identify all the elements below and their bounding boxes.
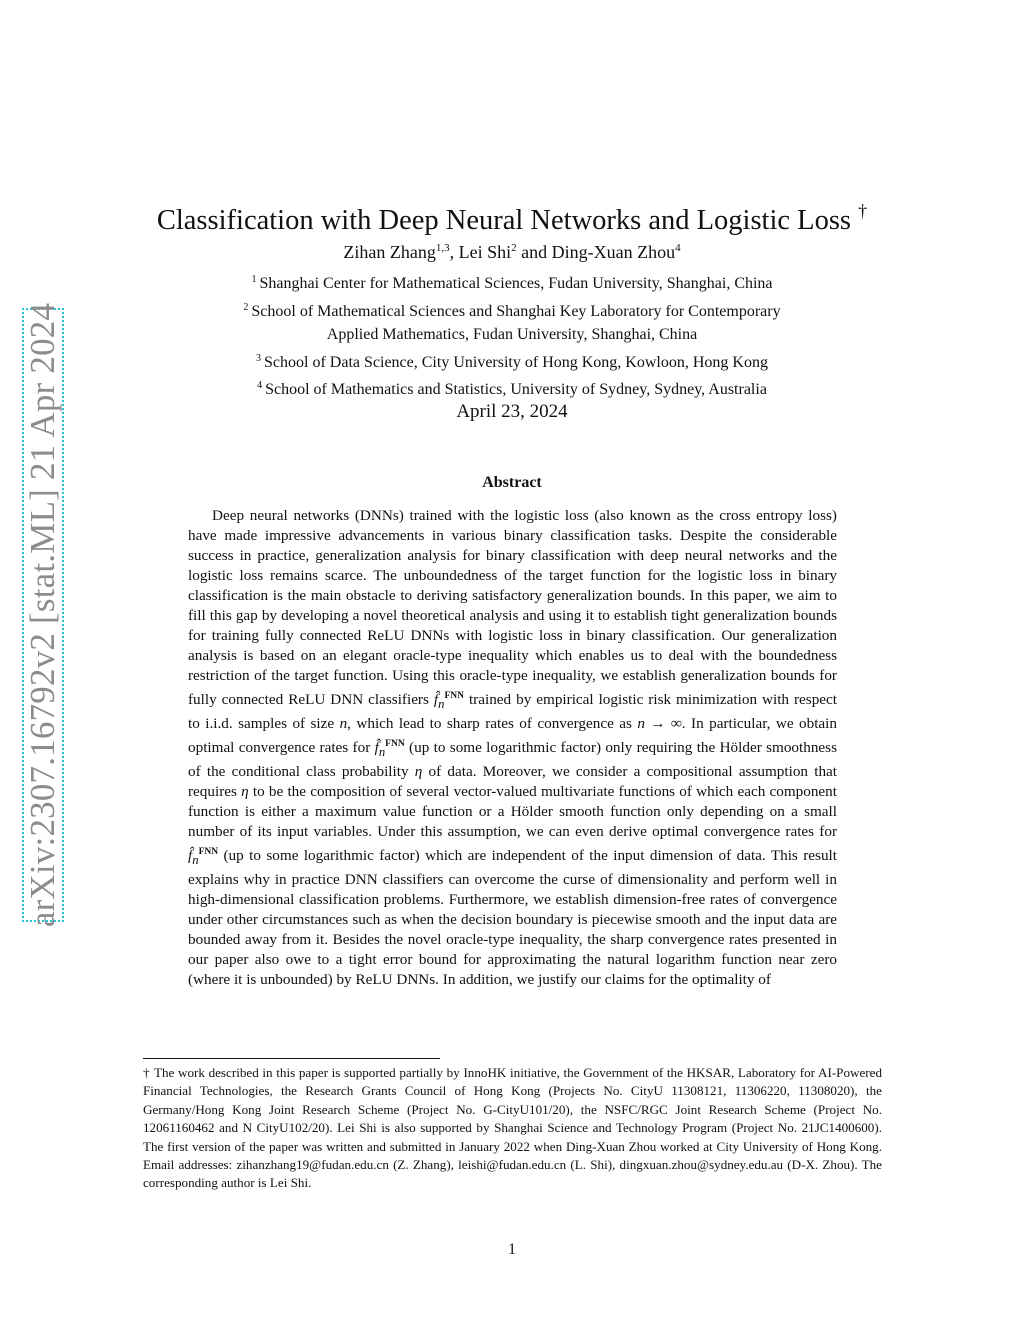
paper-title (100, 201, 924, 237)
footnote-rule (143, 1058, 440, 1059)
author-name: Ding-Xuan Zhou (551, 242, 676, 262)
affiliation (100, 374, 924, 402)
affiliation (100, 347, 924, 375)
subscript-n: n (378, 745, 386, 760)
math-f-hat (188, 847, 219, 868)
author-affil-ref: 4 (675, 242, 681, 254)
author-name: Lei Shi (458, 242, 512, 262)
author-affil-ref: 2 (511, 242, 517, 254)
superscript-fnn: FNN (198, 847, 219, 858)
author-separator: , (449, 242, 459, 262)
math-n-to-infinity: n → ∞ (637, 715, 682, 733)
affiliation-number: 2 (243, 301, 249, 313)
affiliation-text: School of Data Science, City University of Hong Kong, Kowloon, Hong Kong (264, 353, 768, 371)
superscript-fnn: FNN (385, 739, 405, 750)
abstract-text: of data. Moreover, we consider a compositional assumption that requires (188, 763, 837, 801)
page-number: 1 (508, 1241, 516, 1258)
arxiv-stamp (22, 302, 64, 928)
math-n: n (339, 715, 348, 733)
author-affil-ref: 1,3 (435, 242, 450, 254)
footnote (143, 1064, 882, 1193)
f-hat-symbol: f̂ (374, 739, 379, 757)
affiliation-continued: Applied Mathematics, Fudan University, Shanghai, China (326, 326, 698, 344)
subscript-n: n (438, 697, 445, 712)
math-eta: η (241, 783, 249, 801)
affiliation-number: 3 (256, 352, 262, 364)
math-f-hat (433, 691, 464, 712)
f-hat-symbol: f̂ (188, 847, 193, 865)
affiliation-list (100, 268, 924, 402)
superscript-fnn: FNN (444, 691, 464, 701)
footnote-text: The work described in this paper is supported partially by InnoHK initiative, the Government of the HKSAR, Laboratory for AI-Powered Financial Technologies, the Research Grants Council of Hong Kong (Projects No. CityU 11308121, 11306220, 11308020), the Germany/Hong Kong Joint Research Scheme (Project No. G-CityU101/20), the NSFC/RGC Joint Research Scheme (Project No. 12061160462 and N CityU102/20). Lei Shi is also supported by Shanghai Science and Technology Program (Project No. 21JC1400600). The first version of the paper was written and submitted in January 2022 when Ding-Xuan Zhou worked at City University of Hong Kong. Email addresses: zihanzhang19@fudan.edu.cn (Z. Zhang), leishi@fudan.edu.cn (L. Shi), dingxuan.zhou@sydney.edu.au (D-X. Zhou). The corresponding author is Lei Shi. (143, 1065, 882, 1191)
title-footnote-mark: † (858, 201, 868, 222)
affiliation (100, 268, 924, 296)
abstract-text: to be the composition of several vector-valued multivariate functions of which each component function is either a maximum value function or a Hölder smooth function only depending on a small number of its input variables. Under this assumption, we can even derive optimal convergence rates for (188, 783, 837, 841)
abstract-body (188, 506, 837, 990)
affiliation-number: 4 (257, 380, 263, 392)
affiliation-text: School of Mathematical Sciences and Shanghai Key Laboratory for Contemporary (251, 302, 781, 320)
f-hat-symbol: f̂ (433, 691, 439, 708)
title-text: Classification with Deep Neural Networks and Logistic Loss (156, 205, 852, 237)
abstract-text: Deep neural networks (DNNs) trained with the logistic loss (also known as the cross entropy loss) have made impressive advancements in various binary classification tasks. Despite the considerable success in practice, generalization analysis for binary classification with deep neural networks and the logistic loss remains scarce. The unboundedness of the target function for the logistic loss in binary classification is the main obstacle to deriving satisfactory generalization bounds. In this paper, we aim to fill this gap by developing a novel theoretical analysis and using it to establish tight generalization bounds for training fully connected ReLU DNNs with logistic loss in binary classification. Our generalization analysis is based on an elegant oracle-type inequality which enables us to deal with the boundedness restriction of the target function. Using this oracle-type inequality, we establish generalization bounds for fully connected ReLU DNN classifiers (188, 507, 837, 708)
affiliation-number: 1 (251, 274, 257, 285)
math-f-hat (374, 739, 405, 760)
author-and: and (516, 242, 552, 262)
arxiv-id: arXiv:2307.16792v2 [stat.ML] 21 Apr 2024 (23, 302, 62, 928)
footnote-mark: † (143, 1065, 150, 1080)
author-list (100, 242, 924, 263)
subscript-n: n (192, 853, 199, 868)
abstract-text: . In particular, we obtain optimal convergence rates for (188, 715, 837, 757)
abstract-heading: Abstract (482, 474, 542, 491)
affiliation (100, 296, 924, 324)
author-name: Zihan Zhang (343, 242, 436, 262)
abstract-text: , which lead to sharp rates of convergence as (347, 715, 638, 733)
affiliation-text: School of Mathematics and Statistics, University of Sydney, Sydney, Australia (265, 381, 767, 399)
math-eta: η (414, 763, 423, 781)
abstract-text: trained by empirical logistic risk minimization with respect to i.i.d. samples of size (188, 691, 837, 733)
affiliation-text: Shanghai Center for Mathematical Sciences, Fudan University, Shanghai, China (259, 275, 773, 292)
abstract-text: (up to some logarithmic factor) which are independent of the input dimension of data. This result explains why in practice DNN classifiers can overcome the curse of dimensionality and perform well in high-dimensional classification problems. Furthermore, we establish dimension-free rates of convergence under other circumstances such as when the decision boundary is piecewise smooth and the input data are bounded away from it. Besides the novel oracle-type inequality, the sharp convergence rates presented in our paper also owe to a tight error bound for approximating the natural logarithm function near zero (where it is unbounded) by ReLU DNNs. In addition, we justify our claims for the optimality of (188, 847, 837, 989)
abstract-text: (up to some logarithmic factor) only requiring the Hölder smoothness of the conditional class probability (188, 739, 837, 781)
paper-date: April 23, 2024 (456, 401, 568, 422)
